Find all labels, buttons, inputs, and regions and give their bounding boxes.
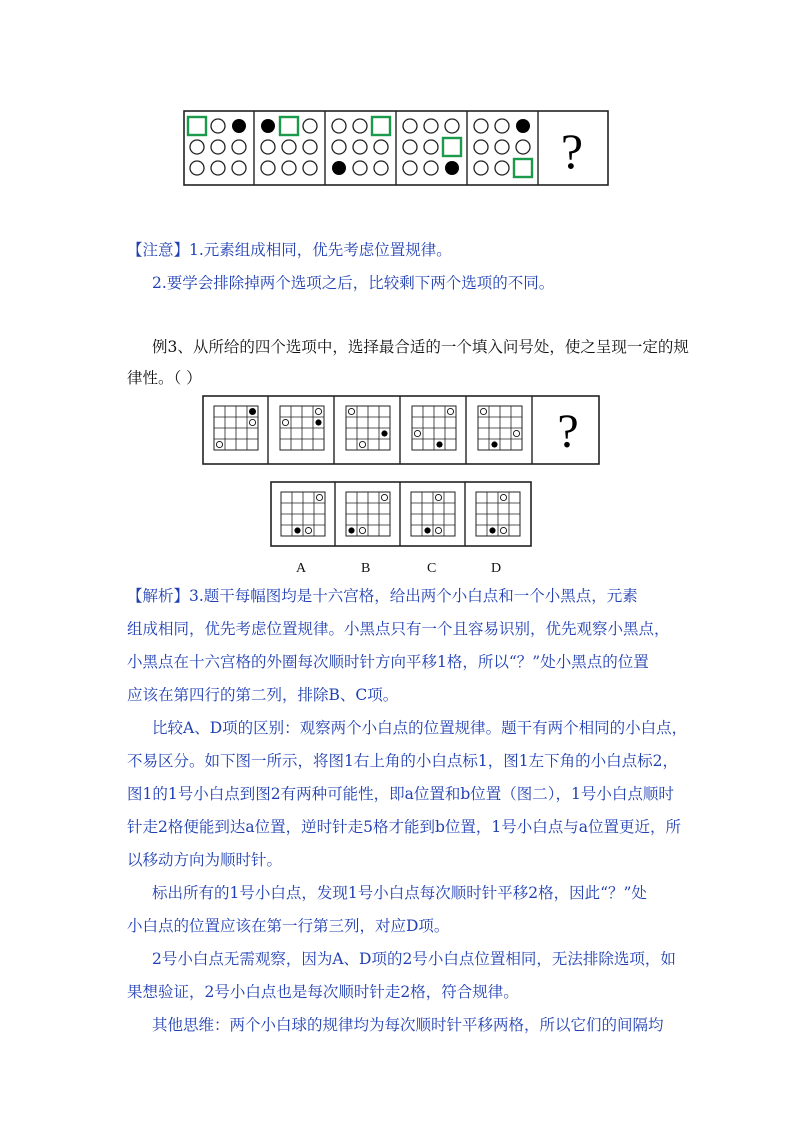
analysis-line-12: 2号小白点无需观察，因为A、D项的2号小白点位置相同，无法排除选项，如	[152, 950, 676, 968]
figure-answer-options	[270, 481, 532, 547]
analysis-line-10: 标出所有的1号小白点，发现1号小白点每次顺时针平移2格，因此“？”处	[152, 884, 647, 902]
small-black-dot-icon	[491, 441, 497, 447]
white-dot-icon	[424, 161, 438, 175]
small-white-dot-icon	[359, 527, 365, 533]
white-dot-icon	[232, 140, 246, 154]
white-dot-icon	[232, 161, 246, 175]
small-white-dot-icon	[348, 408, 354, 414]
white-dot-icon	[353, 140, 367, 154]
white-dot-icon	[282, 161, 296, 175]
small-white-dot-icon	[359, 441, 365, 447]
small-black-dot-icon	[249, 408, 255, 414]
small-black-dot-icon	[294, 527, 300, 533]
white-dot-icon	[403, 161, 417, 175]
option-label-d: D	[491, 561, 502, 576]
option-label-a: A	[296, 561, 307, 576]
white-dot-icon	[211, 119, 225, 133]
white-dot-icon	[261, 140, 275, 154]
small-white-dot-icon	[435, 527, 441, 533]
analysis-line-3: 小黑点在十六宫格的外圈每次顺时针方向平移1格，所以“？”处小黑点的位置	[127, 653, 649, 671]
white-dot-icon	[211, 140, 225, 154]
analysis-line-7: 图1的1号小白点到图2有两种可能性，即a位置和b位置（图二），1号小白点顺时	[127, 785, 674, 803]
small-white-dot-icon	[447, 408, 453, 414]
white-dot-icon	[303, 161, 317, 175]
analysis-line-1: 【解析】3.题干每幅图均是十六宫格，给出两个小白点和一个小黑点，元素	[127, 587, 638, 605]
white-dot-icon	[424, 119, 438, 133]
small-black-dot-icon	[315, 419, 321, 425]
small-black-dot-icon	[424, 527, 430, 533]
black-dot-icon	[516, 119, 530, 133]
note-line-2: 2.要学会排除掉两个选项之后，比较剩下两个选项的不同。	[152, 274, 555, 292]
white-dot-icon	[303, 140, 317, 154]
example3-line-2: 律性。（ ）	[127, 369, 202, 387]
small-white-dot-icon	[513, 430, 519, 436]
small-white-dot-icon	[480, 408, 486, 414]
white-dot-icon	[303, 119, 317, 133]
white-dot-icon	[516, 140, 530, 154]
figure-sixteen-grid-sequence	[202, 395, 600, 465]
small-black-dot-icon	[489, 527, 495, 533]
white-dot-icon	[211, 161, 225, 175]
white-dot-icon	[474, 161, 488, 175]
small-white-dot-icon	[435, 494, 441, 500]
white-dot-icon	[353, 119, 367, 133]
white-dot-icon	[261, 161, 275, 175]
figure-dot-grid-sequence	[183, 110, 609, 186]
small-white-dot-icon	[216, 441, 222, 447]
green-square-icon	[372, 117, 390, 135]
black-dot-icon	[332, 161, 346, 175]
green-square-icon	[188, 117, 206, 135]
green-square-icon	[280, 117, 298, 135]
white-dot-icon	[374, 140, 388, 154]
black-dot-icon	[261, 119, 275, 133]
small-white-dot-icon	[305, 527, 311, 533]
white-dot-icon	[495, 119, 509, 133]
analysis-line-11: 小白点的位置应该在第一行第三列，对应D项。	[127, 917, 450, 935]
white-dot-icon	[403, 119, 417, 133]
analysis-line-6: 不易区分。如下图一所示，将图1右上角的小白点标1，图1左下角的小白点标2，	[127, 752, 678, 770]
figure1-question-mark: ?	[560, 123, 584, 179]
small-white-dot-icon	[381, 494, 387, 500]
example3-line-1: 例3、从所给的四个选项中，选择最合适的一个填入问号处，使之呈现一定的规	[152, 338, 689, 356]
analysis-line-13: 果想验证，2号小白点也是每次顺时针走2格，符合规律。	[127, 983, 519, 1001]
small-black-dot-icon	[436, 441, 442, 447]
white-dot-icon	[474, 140, 488, 154]
small-white-dot-icon	[414, 430, 420, 436]
white-dot-icon	[282, 140, 296, 154]
white-dot-icon	[190, 140, 204, 154]
option-label-b: B	[361, 561, 371, 576]
white-dot-icon	[332, 119, 346, 133]
small-white-dot-icon	[500, 494, 506, 500]
analysis-line-4: 应该在第四行的第二列，排除B、C项。	[127, 686, 399, 704]
black-dot-icon	[445, 161, 459, 175]
note-line-1: 【注意】1.元素组成相同，优先考虑位置规律。	[127, 241, 452, 259]
small-black-dot-icon	[348, 527, 354, 533]
analysis-line-9: 以移动方向为顺时针。	[127, 851, 283, 869]
small-black-dot-icon	[381, 430, 387, 436]
white-dot-icon	[495, 161, 509, 175]
white-dot-icon	[495, 140, 509, 154]
analysis-line-2: 组成相同，优先考虑位置规律。小黑点只有一个且容易识别，优先观察小黑点，	[127, 620, 670, 638]
green-square-icon	[514, 159, 532, 177]
figure2-question-mark: ?	[557, 405, 579, 458]
small-white-dot-icon	[316, 494, 322, 500]
small-white-dot-icon	[500, 527, 506, 533]
small-white-dot-icon	[315, 408, 321, 414]
white-dot-icon	[332, 140, 346, 154]
small-white-dot-icon	[282, 419, 288, 425]
white-dot-icon	[190, 161, 204, 175]
white-dot-icon	[424, 140, 438, 154]
option-label-c: C	[427, 561, 437, 576]
white-dot-icon	[353, 161, 367, 175]
small-white-dot-icon	[249, 419, 255, 425]
analysis-line-5: 比较A、D项的区别：观察两个小白点的位置规律。题干有两个相同的小白点，	[152, 719, 688, 737]
white-dot-icon	[445, 119, 459, 133]
black-dot-icon	[232, 119, 246, 133]
white-dot-icon	[374, 161, 388, 175]
white-dot-icon	[474, 119, 488, 133]
white-dot-icon	[403, 140, 417, 154]
green-square-icon	[443, 138, 461, 156]
analysis-line-8: 针走2格便能到达a位置，逆时针走5格才能到b位置，1号小白点与a位置更近，所	[127, 818, 681, 836]
figure2-frame	[203, 396, 599, 464]
analysis-line-14: 其他思维：两个小白球的规律均为每次顺时针平移两格，所以它们的间隔均	[152, 1016, 664, 1034]
